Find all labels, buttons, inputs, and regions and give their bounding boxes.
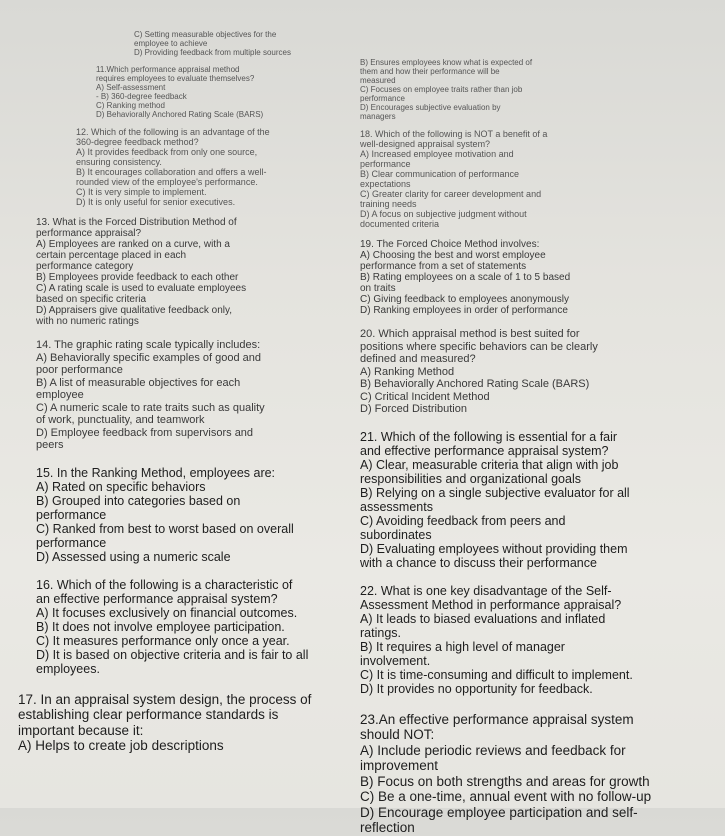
question-line: B) Relying on a single subjective evaluator for all: [360, 485, 630, 500]
question-line: certain percentage placed in each: [36, 250, 187, 261]
question-line: C) Avoiding feedback from peers and: [360, 513, 566, 528]
question-text: 18. Which of the following is NOT a benefit of a: [360, 129, 548, 139]
question-line: A) It focuses exclusively on financial outcomes.: [36, 605, 298, 620]
question-line: A) Helps to create job descriptions: [18, 738, 224, 753]
question-line: positions where specific behaviors can be clearly: [360, 340, 598, 353]
question-line: requires employees to evaluate themselves?: [96, 74, 255, 83]
question-line: B) Rating employees on a scale of 1 to 5 based: [360, 272, 571, 283]
question-q11: [96, 65, 346, 119]
question-line: well-designed appraisal system?: [360, 139, 491, 149]
question-line: A) It leads to biased evaluations and inflated: [360, 611, 606, 626]
question-line: A) Clear, measurable criteria that align with job: [360, 457, 619, 472]
question-line: C) Ranked from best to worst based on overall: [36, 521, 294, 536]
question-line: performance appraisal?: [36, 228, 142, 239]
question-text: 17. In an appraisal system design, the process of: [18, 691, 312, 707]
question-line: D) Appraisers give qualitative feedback only,: [36, 305, 233, 316]
question-line: and effective performance appraisal system?: [360, 443, 609, 458]
question-line: reflection: [360, 820, 415, 835]
question-line: D) Behaviorally Anchored Rating Scale (BARS): [96, 110, 264, 119]
question-line: with a chance to discuss their performance: [360, 555, 597, 570]
question-text: 13. What is the Forced Distribution Method of: [36, 217, 237, 228]
question-line: D) Employee feedback from supervisors and: [36, 426, 254, 439]
question-text: 23.An effective performance appraisal system: [360, 711, 634, 727]
question-line: D) Providing feedback from multiple sources: [134, 48, 291, 57]
question-line: an effective performance appraisal system?: [36, 591, 278, 606]
question-line: based on specific criteria: [36, 294, 147, 305]
question-line: C) Focuses on employee traits rather than job: [360, 85, 523, 94]
question-line: C) Be a one-time, annual event with no follow-up: [360, 789, 652, 804]
question-line: documented criteria: [360, 219, 440, 229]
question-line: D) It is only useful for senior executives.: [76, 197, 236, 207]
question-line: subordinates: [360, 527, 432, 542]
question-line: C) Critical Incident Method: [360, 390, 490, 403]
question-text: C) Setting measurable objectives for the: [134, 30, 277, 39]
question-line: training needs: [360, 199, 417, 209]
question-line: A) Self-assessment: [96, 83, 166, 92]
question-line: A) Behaviorally specific examples of good and: [36, 351, 262, 364]
question-q14: [36, 339, 346, 452]
question-q22: [360, 584, 715, 696]
question-q10-right-tail: [360, 58, 715, 121]
question-line: performance: [36, 535, 107, 550]
question-line: employee to achieve: [134, 39, 208, 48]
question-line: D) Forced Distribution: [360, 403, 467, 415]
question-q17: [18, 692, 346, 754]
question-q13: [36, 217, 346, 327]
question-line: rounded view of the employee's performance.: [76, 177, 258, 187]
question-line: performance: [360, 94, 405, 103]
question-line: of work, punctuality, and teamwork: [36, 414, 205, 426]
question-text: 20. Which appraisal method is best suited for: [360, 328, 580, 340]
question-line: performance: [360, 159, 411, 169]
question-text: 19. The Forced Choice Method involves:: [360, 239, 540, 250]
question-text: 11.Which performance appraisal method: [96, 65, 240, 74]
question-line: with no numeric ratings: [36, 316, 139, 327]
right-column: [360, 58, 715, 836]
question-line: D) It provides no opportunity for feedback.: [360, 681, 593, 696]
question-line: D) A focus on subjective judgment without: [360, 209, 527, 219]
question-line: on traits: [360, 283, 396, 294]
question-text: 22. What is one key disadvantage of the Self-: [360, 583, 612, 598]
question-line: ensuring consistency.: [76, 157, 162, 167]
question-q20: [360, 328, 715, 416]
left-column: [18, 30, 346, 754]
question-line: D) Assessed using a numeric scale: [36, 549, 231, 564]
question-line: B) Clear communication of performance: [360, 169, 520, 179]
question-q23: [360, 712, 715, 836]
question-line: D) Encourages subjective evaluation by: [360, 103, 501, 112]
question-line: important because it:: [18, 722, 144, 738]
question-line: performance category: [36, 261, 134, 272]
question-line: poor performance: [36, 364, 123, 376]
question-line: D) Ranking employees in order of performance: [360, 305, 568, 316]
question-line: D) Evaluating employees without providing them: [360, 541, 628, 556]
question-line: D) Encourage employee participation and self-: [360, 804, 638, 820]
question-line: Assessment Method in performance appraisal?: [360, 597, 622, 612]
question-q19: [360, 239, 715, 316]
question-line: B) It does not involve employee participation.: [36, 619, 285, 634]
question-line: responsibilities and organizational goals: [360, 471, 581, 486]
question-line: C) Giving feedback to employees anonymously: [360, 294, 569, 305]
question-line: employees.: [36, 661, 100, 676]
question-line: employee: [36, 389, 84, 401]
question-line: C) Ranking method: [96, 101, 165, 110]
question-line: establishing clear performance standards is: [18, 707, 279, 722]
question-line: B) Behaviorally Anchored Rating Scale (BARS): [360, 378, 590, 390]
question-line: C) Greater clarity for career development and: [360, 189, 542, 199]
question-line: improvement: [360, 758, 439, 773]
question-line: C) A numeric scale to rate traits such as quality: [36, 401, 265, 414]
question-line: A) Rated on specific behaviors: [36, 479, 206, 494]
question-line: expectations: [360, 179, 411, 189]
question-line: - B) 360-degree feedback: [96, 92, 187, 101]
question-line: B) Employees provide feedback to each other: [36, 272, 239, 283]
question-line: A) Increased employee motivation and: [360, 149, 514, 159]
question-q15: [36, 466, 346, 564]
question-line: A) Ranking Method: [360, 365, 455, 378]
question-text: 21. Which of the following is essential for a fair: [360, 429, 618, 444]
question-line: measured: [360, 76, 396, 85]
question-line: C) It measures performance only once a year.: [36, 633, 290, 648]
question-line: A) Choosing the best and worst employee: [360, 250, 546, 261]
question-line: D) It is based on objective criteria and is fair to all: [36, 647, 309, 662]
question-line: B) It encourages collaboration and offers a well-: [76, 167, 267, 177]
question-q16: [36, 578, 346, 676]
question-q10-tail: [134, 30, 346, 57]
question-line: C) It is time-consuming and difficult to implement.: [360, 667, 633, 682]
question-line: C) A rating scale is used to evaluate employees: [36, 283, 247, 294]
question-line: B) Focus on both strengths and areas for growth: [360, 773, 650, 789]
question-line: A) Include periodic reviews and feedback for: [360, 742, 626, 758]
question-line: should NOT:: [360, 727, 435, 742]
question-line: B) A list of measurable objectives for each: [36, 376, 241, 389]
question-line: assessments: [360, 499, 433, 514]
question-q12: [76, 127, 346, 207]
question-line: involvement.: [360, 653, 431, 668]
question-line: managers: [360, 112, 396, 121]
question-line: 360-degree feedback method?: [76, 137, 199, 147]
question-line: ratings.: [360, 625, 401, 640]
question-text: B) Ensures employees know what is expected of: [360, 58, 533, 67]
question-line: defined and measured?: [360, 353, 476, 365]
question-line: performance from a set of statements: [360, 261, 527, 272]
question-text: 12. Which of the following is an advantage of the: [76, 127, 270, 137]
question-q18: [360, 129, 715, 229]
question-line: peers: [36, 439, 64, 451]
question-line: performance: [36, 507, 107, 522]
question-line: B) It requires a high level of manager: [360, 639, 565, 654]
question-text: 14. The graphic rating scale typically includes:: [36, 339, 261, 351]
question-text: 15. In the Ranking Method, employees are:: [36, 465, 276, 480]
question-line: them and how their performance will be: [360, 67, 500, 76]
question-line: A) Employees are ranked on a curve, with a: [36, 239, 230, 250]
question-line: C) It is very simple to implement.: [76, 187, 207, 197]
question-text: 16. Which of the following is a characteristic of: [36, 577, 293, 592]
question-q21: [360, 430, 715, 570]
question-line: A) It provides feedback from only one source,: [76, 147, 258, 157]
question-line: B) Grouped into categories based on: [36, 493, 241, 508]
